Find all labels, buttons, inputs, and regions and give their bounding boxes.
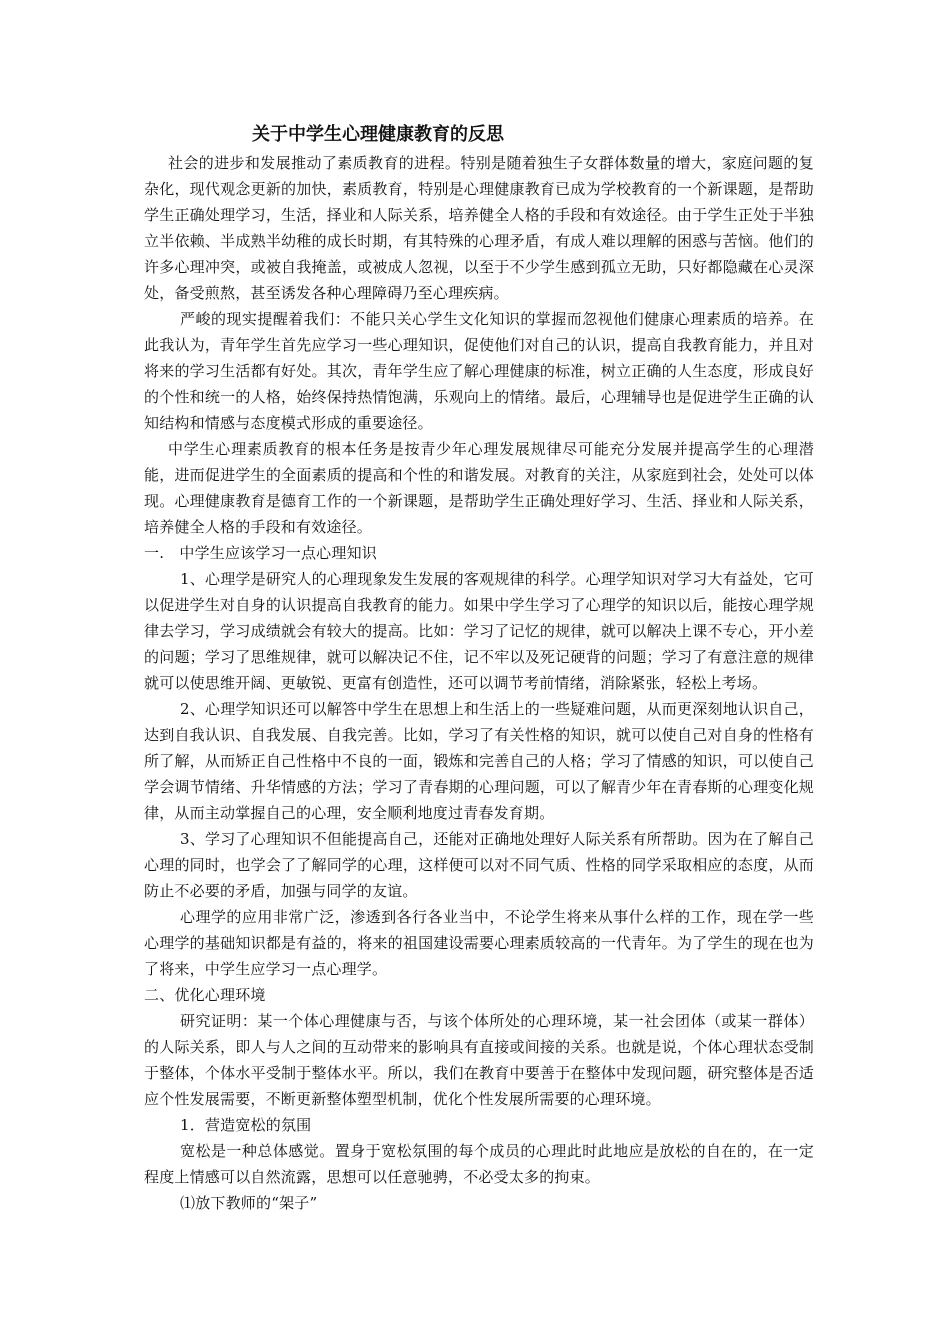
paragraph-point-2: 2、心理学知识还可以解答中学生在思想上和生活上的一些疑难问题，从而更深刻地认识自己，达到自我认识、自我发展、自我完善。比如，学习了有关性格的知识，就可以使自己对自身的性格有所了解，从而矫正自己性格中不良的一面，锻炼和完善自己的人格；学习了情感的知识，可以使自己学会调节情绪、升华情感的方法；学习了青春期的心理问题，可以了解青少年在青春斯的心理变化规律，从而主动掌握自己的心理，安全顺利地度过青春发育期。	[144, 700, 814, 822]
document-title: 关于中学生心理健康教育的反思	[252, 124, 504, 145]
section-heading-2: 二、优化心理环境	[144, 986, 266, 1004]
paragraph-reality: 严峻的现实提醒着我们：不能只关心学生文化知识的掌握而忽视他们健康心理素质的培养。在此我认为，青年学生首先应学习一些心理知识，促使他们对自己的认识，提高自我教育能力，并且对将来的学习生活都有好处。其次，青年学生应了解心理健康的标准，树立正确的人生态度，形成良好的个性和统一的人格，始终保持热情饱满，乐观向上的情绪。最后，心理辅导也是促进学生正确的认知结构和情感与态度模式形成的重要途径。	[144, 310, 814, 432]
paragraph-task: 中学生心理素质教育的根本任务是按青少年心理发展规律尽可能充分发展并提高学生的心理潜能，进而促进学生的全面素质的提高和个性的和谐发展。对教育的关注，从家庭到社会，处处可以体现。心理健康教育是德育工作的一个新课题，是帮助学生正确处理好学习、生活、择业和人际关系，培养健全人格的手段和有效途径。	[144, 440, 814, 536]
subheading-relaxed-atmosphere: 1．营造宽松的氛围	[180, 1116, 312, 1134]
paragraph-intro: 社会的进步和发展推动了素质教育的进程。特别是随着独生子女群体数量的增大，家庭问题的复杂化，现代观念更新的加快，素质教育，特别是心理健康教育已成为学校教育的一个新课题，是帮助学生正确处理学习，生活，择业和人际关系，培养健全人格的手段和有效途径。由于学生正处于半独立半依赖、半成熟半幼稚的成长时期，有其特殊的心理矛盾，有成人难以理解的困惑与苦恼。他们的许多心理冲突，或被自我掩盖，或被成人忽视，以至于不少学生感到孤立无助，只好都隐藏在心灵深处，备受煎熬，甚至诱发各种心理障碍乃至心理疾病。	[144, 154, 814, 302]
subheading-teacher-airs: ⑴放下教师的“架子”	[180, 1194, 318, 1212]
paragraph-application: 心理学的应用非常广泛，渗透到各行各业当中，不论学生将来从事什么样的工作，现在学一些心理学的基础知识都是有益的，将来的祖国建设需要心理素质较高的一代青年。为了学生的现在也为了将来，中学生应学习一点心理学。	[144, 908, 814, 978]
paragraph-point-1: 1、心理学是研究人的心理现象发生发展的客观规律的科学。心理学知识对学习大有益处，它可以促进学生对自身的认识提高自我教育的能力。如果中学生学习了心理学的知识以后，能按心理学规律去学习，学习成绩就会有较大的提高。比如：学习了记忆的规律，就可以解决上课不专心，开小差的问题；学习了思维规律，就可以解决记不住，记不牢以及死记硬背的问题；学习了有意注意的规律就可以使思维开阔、更敏锐、更富有创造性，还可以调节考前情绪，消除紧张，轻松上考场。	[144, 570, 814, 692]
paragraph-point-3: 3、学习了心理知识不但能提高自己，还能对正确地处理好人际关系有所帮助。因为在了解自己心理的同时，也学会了了解同学的心理，这样便可以对不同气质、性格的同学采取相应的态度，从而防止不必要的矛盾，加强与同学的友谊。	[144, 830, 814, 900]
paragraph-research: 研究证明：某一个体心理健康与否，与该个体所处的心理环境，某一社会团体（或某一群体）的人际关系，即人与人之间的互动带来的影响具有直接或间接的关系。也就是说，个体心理状态受制于整体，个体水平受制于整体水平。所以，我们在教育中要善于在整体中发现问题，研究整体是否适应个性发展需要，不断更新整体塑型机制，优化个性发展所需要的心理环境。	[144, 1012, 814, 1108]
document-page	[144, 120, 814, 1216]
paragraph-relaxed: 宽松是一种总体感觉。置身于宽松氛围的每个成员的心理此时此地应是放松的自在的，在一定程度上情感可以自然流露，思想可以任意驰骋，不必受太多的拘束。	[144, 1142, 814, 1186]
section-heading-1: 一. 中学生应该学习一点心理知识	[144, 544, 377, 562]
